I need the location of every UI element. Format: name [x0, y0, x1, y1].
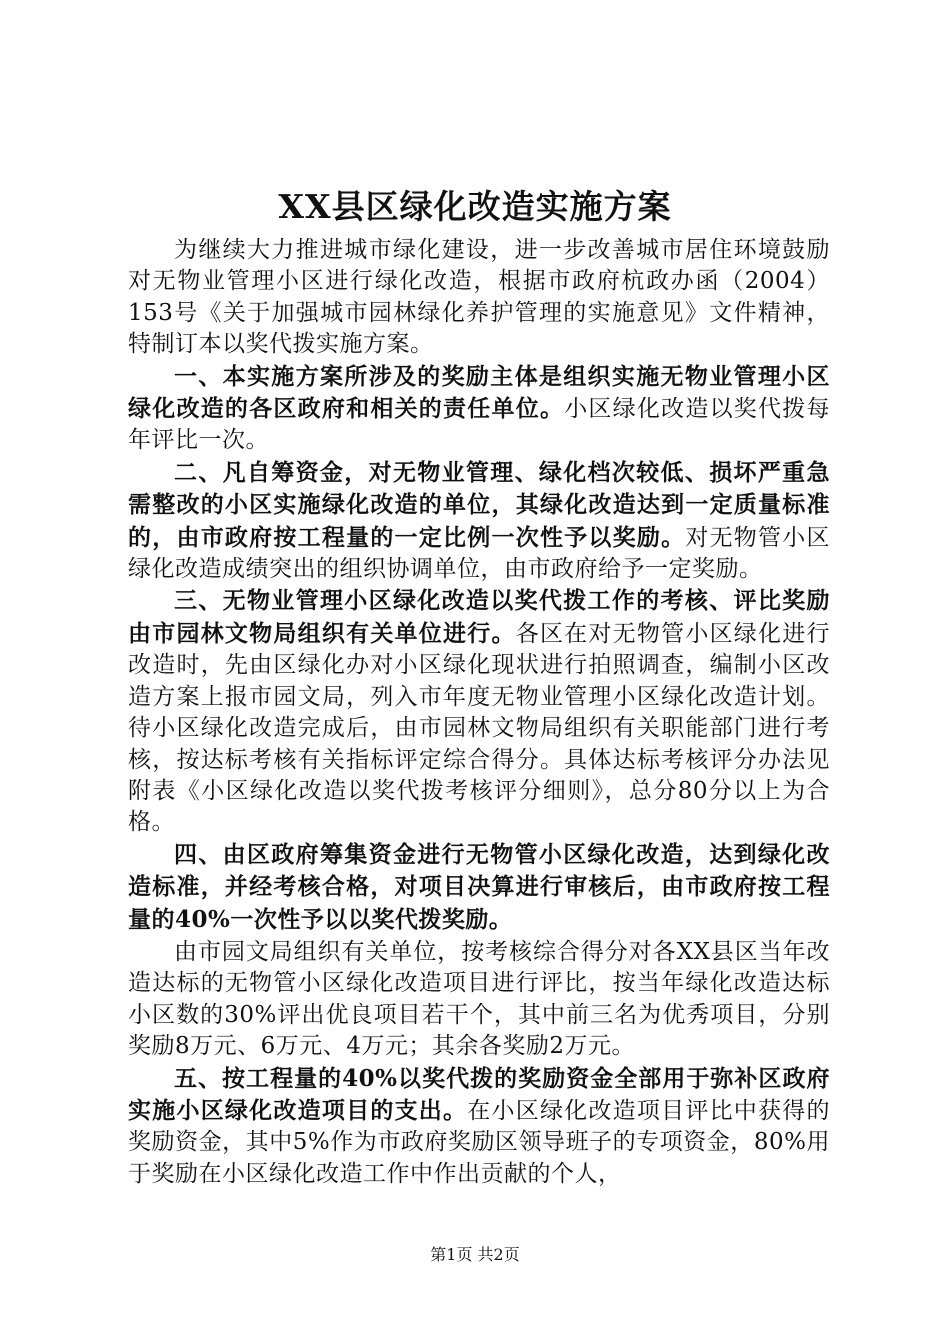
paragraph-section-1 — [128, 361, 830, 457]
paragraph-text: 由市园文局组织有关单位，按考核综合得分对各XX县区当年改造达标的无物管小区绿化改造项目进行评比，按当年绿化改造达标小区数的30%评出优良项目若干个，其中前三名为优秀项目，分别奖励8万元、6万元、4万元；其余各奖励2万元。 — [128, 938, 830, 1060]
document-title: XX县区绿化改造实施方案 — [278, 187, 672, 226]
paragraph-section-4-detail — [128, 936, 830, 1063]
paragraph-section-3 — [128, 585, 830, 838]
paragraph-text: 小区绿化改造以奖代拨每年评比一次。 — [128, 396, 831, 454]
paragraph-section-2 — [128, 457, 830, 586]
paragraph-text: 在小区绿化改造项目评比中获得的奖励资金，其中5%作为市政府奖励区领导班子的专项资金，80%用于奖励在小区绿化改造工作中作出贡献的个人， — [128, 1097, 831, 1187]
paragraph-intro — [128, 234, 830, 361]
paragraph-lead: 二、凡自筹资金，对无物业管理、绿化档次较低、损坏严重急需整改的小区实施绿化改造的单位，其绿化改造达到一定质量标准的，由市政府按工程量的一定比例一次性予以奖励。 — [128, 458, 830, 551]
paragraph-text: 对无物管小区绿化改造成绩突出的组织协调单位，由市政府给予一定奖励。 — [128, 524, 831, 583]
paragraph-lead: 一、本实施方案所涉及的奖励主体是组织实施无物业管理小区绿化改造的各区政府和相关的责任单位。 — [128, 362, 830, 423]
page-footer: 第1页 共2页 — [430, 1245, 520, 1264]
paragraph-lead: 三、无物业管理小区绿化改造以奖代拨工作的考核、评比奖励由市园林文物局组织有关单位进行。 — [128, 587, 830, 647]
paragraph-lead: 四、由区政府筹集资金进行无物管小区绿化改造，达到绿化改造标准，并经考核合格，对项目决算进行审核后，由市政府按工程量的40%一次性予以以奖代拨奖励。 — [128, 840, 830, 933]
document-body — [128, 234, 830, 1190]
paragraph-text: 为继续大力推进城市绿化建设，进一步改善城市居住环境鼓励对无物业管理小区进行绿化改造，根据市政府杭政办函（2004）153号《关于加强城市园林绿化养护管理的实施意见》文件精神，特制订本以奖代拨实施方案。 — [128, 237, 830, 358]
paragraph-lead: 五、按工程量的40%以奖代拨的奖励资金全部用于弥补区政府实施小区绿化改造项目的支出。 — [128, 1064, 830, 1124]
paragraph-section-5 — [128, 1063, 830, 1191]
paragraph-text: 各区在对无物管小区绿化进行改造时，先由区绿化办对小区绿化现状进行拍照调查，编制小区改造方案上报市园文局，列入市年度无物业管理小区绿化改造计划。待小区绿化改造完成后，由市园林文物局组织有关职能部门进行考核，按达标考核有关指标评定综合得分。具体达标考核评分办法见附表《小区绿化改造以奖代拨考核评分细则》，总分80分以上为合格。 — [128, 620, 831, 836]
paragraph-section-4 — [128, 839, 830, 936]
